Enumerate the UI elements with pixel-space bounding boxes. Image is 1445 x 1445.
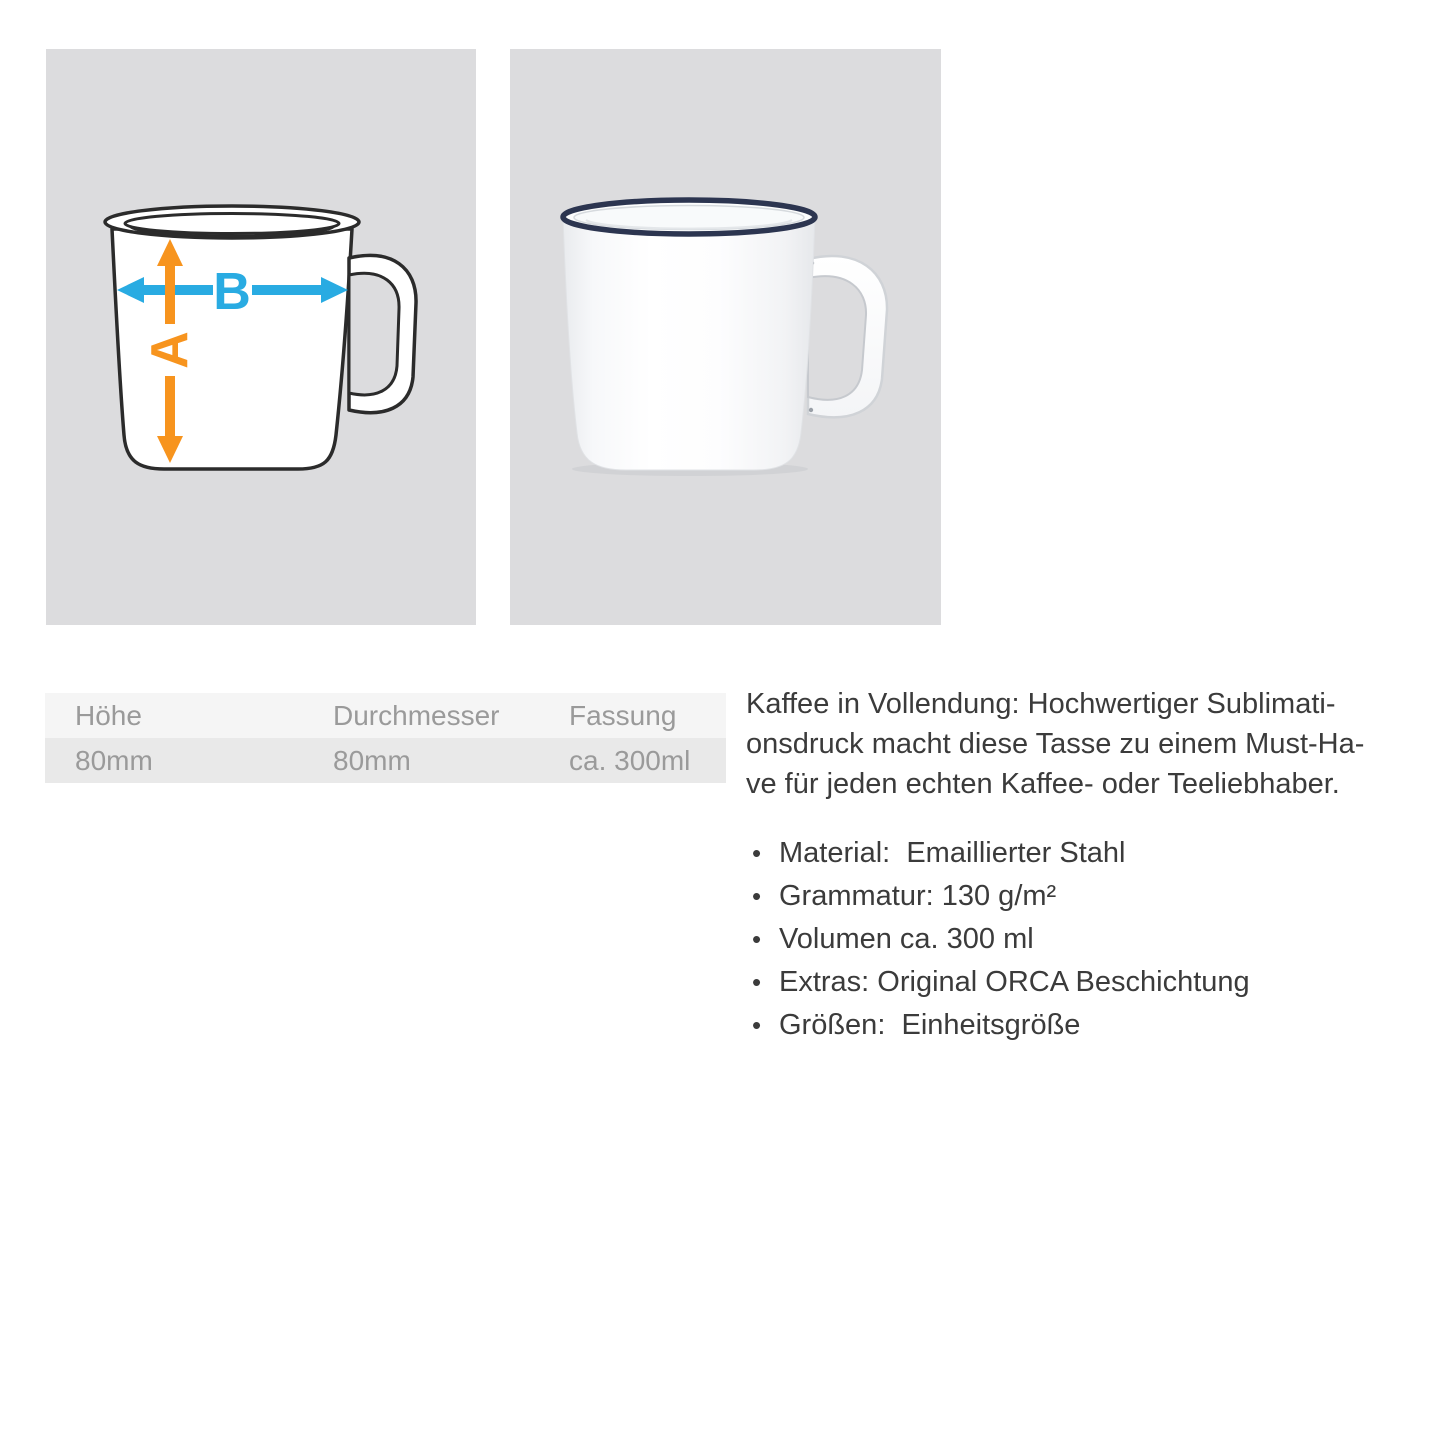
mug-size-diagram <box>46 49 476 625</box>
size-table-value-cell: ca. 300ml <box>569 744 691 776</box>
feature-text: Grammatur: 130 g/m² <box>779 880 1057 912</box>
feature-item <box>746 961 1426 1004</box>
description-paragraph <box>746 684 1426 804</box>
product-features-list <box>746 832 1426 1047</box>
height-label-a: A <box>141 331 199 369</box>
feature-item <box>746 1004 1426 1047</box>
product-photo-panel <box>510 49 941 625</box>
bullet-icon: • <box>752 967 762 997</box>
feature-item <box>746 918 1426 961</box>
size-table-value-cell: 80mm <box>333 744 411 776</box>
enamel-mug-photo <box>510 49 941 625</box>
size-table-header-cell: Durchmesser <box>333 699 500 731</box>
feature-text: Größen: Einheitsgröße <box>779 1009 1081 1041</box>
size-table-value-row <box>45 738 726 783</box>
description-line: onsdruck macht diese Tasse zu einem Must-Ha- <box>746 728 1365 760</box>
mug-photo-rendering <box>563 200 887 476</box>
product-description <box>746 684 1426 1047</box>
description-line: ve für jeden echten Kaffee- oder Teeliebhaber. <box>746 768 1340 800</box>
diameter-label-b: B <box>213 263 251 321</box>
description-line: Kaffee in Vollendung: Hochwertiger Sublimati- <box>746 688 1336 720</box>
feature-text: Volumen ca. 300 ml <box>779 923 1034 955</box>
size-table-header-cell: Höhe <box>75 699 142 731</box>
bullet-icon: • <box>752 838 762 868</box>
bullet-icon: • <box>752 1010 762 1040</box>
size-table <box>45 693 726 783</box>
feature-text: Material: Emaillierter Stahl <box>779 837 1126 869</box>
feature-item <box>746 832 1426 875</box>
bullet-icon: • <box>752 881 762 911</box>
size-table-header-cell: Fassung <box>569 699 677 731</box>
bullet-icon: • <box>752 924 762 954</box>
feature-item <box>746 875 1426 918</box>
size-table-value-cell: 80mm <box>75 744 153 776</box>
size-diagram-panel <box>46 49 476 625</box>
size-table-header-row <box>45 693 726 738</box>
feature-text: Extras: Original ORCA Beschichtung <box>779 966 1250 998</box>
